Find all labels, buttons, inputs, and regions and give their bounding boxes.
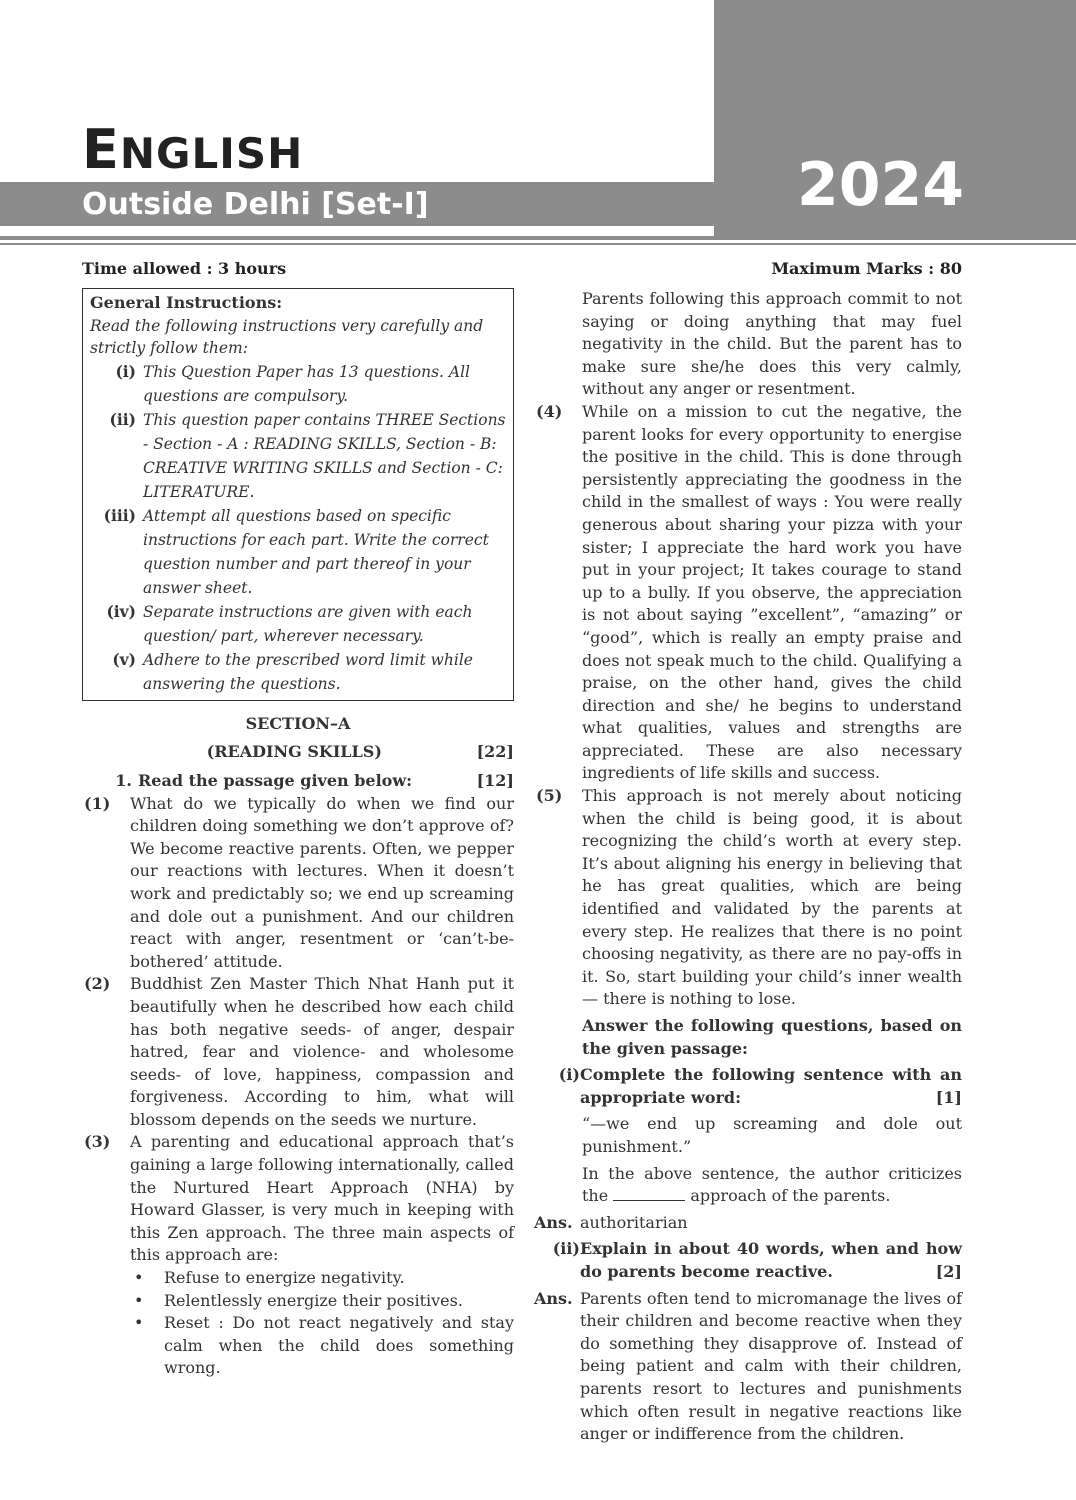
answer-ii: Ans. Parents often tend to micromanage the lives of their children and become reactive when they do something they disapprove of. Instead of being patient and calm with their children, parents resort to lectures and punishments which often result in negative reactions like anger or indifference from the children.	[534, 1288, 962, 1444]
instructions-title: General Instructions:	[90, 293, 283, 312]
header-rule	[0, 236, 1076, 240]
subject-title: ENGLISH	[82, 118, 304, 181]
list-item: • Refuse to energize negativity.	[134, 1268, 405, 1288]
passage-paragraph-2: (2) Buddhist Zen Master Thich Nhat Hanh put it beautifully when he described how each child has both negative seeds- of anger, despair hatred, fear and violence- and wholesome seeds- of love, happiness, compassion and forgiveness. According to him, what will blossom depends on the seeds we nurture.	[84, 974, 514, 1129]
section-marks: [22]	[476, 742, 514, 762]
list-item: • Reset : Do not react negatively and stay calm when the child does something wrong.	[134, 1313, 514, 1378]
header-rule-thin	[0, 243, 1076, 245]
passage-paragraph-5: (5) This approach is not merely about noticing when the child is being good, it is about recognizing the child’s worth at every step. It’s about aligning his energy in believing that he has great qualities, which are being identified and validated by the parents at every step. He realizes that there is no point choosing negativity, as there are no pay-offs in it. So, start building your child’s inner wealth — there is nothing to lose.	[536, 786, 962, 1009]
general-instructions-box	[82, 288, 514, 701]
instruction-item: (iii) Attempt all questions based on specific instructions for each part. Write the correct question number and part thereof in your answer sheet.	[103, 505, 489, 597]
approach-bullet-list	[82, 1267, 514, 1380]
question-i-quote: “—we end up screaming and dole out punishment.”	[582, 1114, 962, 1156]
instruction-item: (i) This Question Paper has 13 questions. All questions are compulsory.	[115, 361, 471, 405]
question-1-marks: [12]	[476, 770, 514, 790]
passage-paragraph-3-cont: Parents following this approach commit to not saying or doing anything that may fuel negativity in the child. But the parent has to make sure she/he does this very calmly, without any anger or resentment.	[582, 289, 962, 399]
time-allowed: Time allowed : 3 hours	[82, 259, 287, 278]
instruction-item: (v) Adhere to the prescribed word limit while answering the questions.	[112, 649, 473, 693]
passage-paragraph-3: (3) A parenting and educational approach that’s gaining a large following internationally, called the Nurtured Heart Approach (NHA) by Howard Glasser, is very much in keeping with this Zen approach. The three main aspects of this approach are:	[84, 1132, 514, 1265]
section-subtitle: (READING SKILLS)	[206, 742, 382, 762]
question-i: (i) Complete the following sentence with an appropriate word: [1]	[558, 1065, 962, 1107]
set-title: Outside Delhi [Set-I]	[82, 187, 429, 222]
instruction-item: (ii) This question paper contains THREE Sections - Section - A : READING SKILLS, Section - B: CREATIVE WRITING SKILLS and Section - C: LITERATURE.	[109, 409, 506, 501]
section-subtitle-row	[82, 741, 514, 764]
left-column	[82, 288, 514, 1380]
answer-blank	[613, 1200, 685, 1201]
section-title: SECTION–A	[245, 713, 351, 733]
passage-paragraph-1: (1) What do we typically do when we find our children doing something we don’t approve of? We become reactive parents. Often, we pepper our reactions with lectures. When it doesn’t work and predictably so; we end up screaming and dole out a punishment. And our children react with anger, resentment or ‘can’t-be-bothered’ attitude.	[84, 793, 514, 971]
year-label: 2024	[797, 150, 964, 220]
instructions-intro: Read the following instructions very carefully and strictly follow them:	[90, 316, 484, 358]
instruction-item: (iv) Separate instructions are given with each question/ part, wherever necessary.	[106, 601, 473, 645]
question-ii: (ii) Explain in about 40 words, when and how do parents become reactive. [2]	[552, 1239, 962, 1281]
list-item: • Relentlessly energize their positives.	[134, 1290, 463, 1310]
question-i-stem: In the above sentence, the author criticizes the approach of the parents.	[582, 1163, 962, 1206]
passage-paragraph-4: (4) While on a mission to cut the negative, the parent looks for every opportunity to energise the positive in the child. This is done through persistently appreciating the goodness in the child in the smallest of ways : You were really generous about sharing your pizza with your sister; I appreciate the hard work you have put in your project; It takes courage to stand up to a bully. If you observe, the appreciation is not about saying ”excellent”, “amazing” or “good”, which is really an empty praise and does not speak much to the child. Qualifying a praise, on the other hand, gives the child direction and she/ he begins to understand what qualities, values and strengths are appreciated. These are also necessary ingredients of life skills and success.	[536, 401, 962, 783]
questions-instruction: Answer the following questions, based on the given passage:	[582, 1016, 962, 1058]
maximum-marks: Maximum Marks : 80	[771, 259, 962, 278]
right-column	[534, 288, 962, 1446]
question-1-row: 1. Read the passage given below: [12]	[82, 770, 514, 793]
answer-i: Ans. authoritarian	[534, 1212, 688, 1232]
